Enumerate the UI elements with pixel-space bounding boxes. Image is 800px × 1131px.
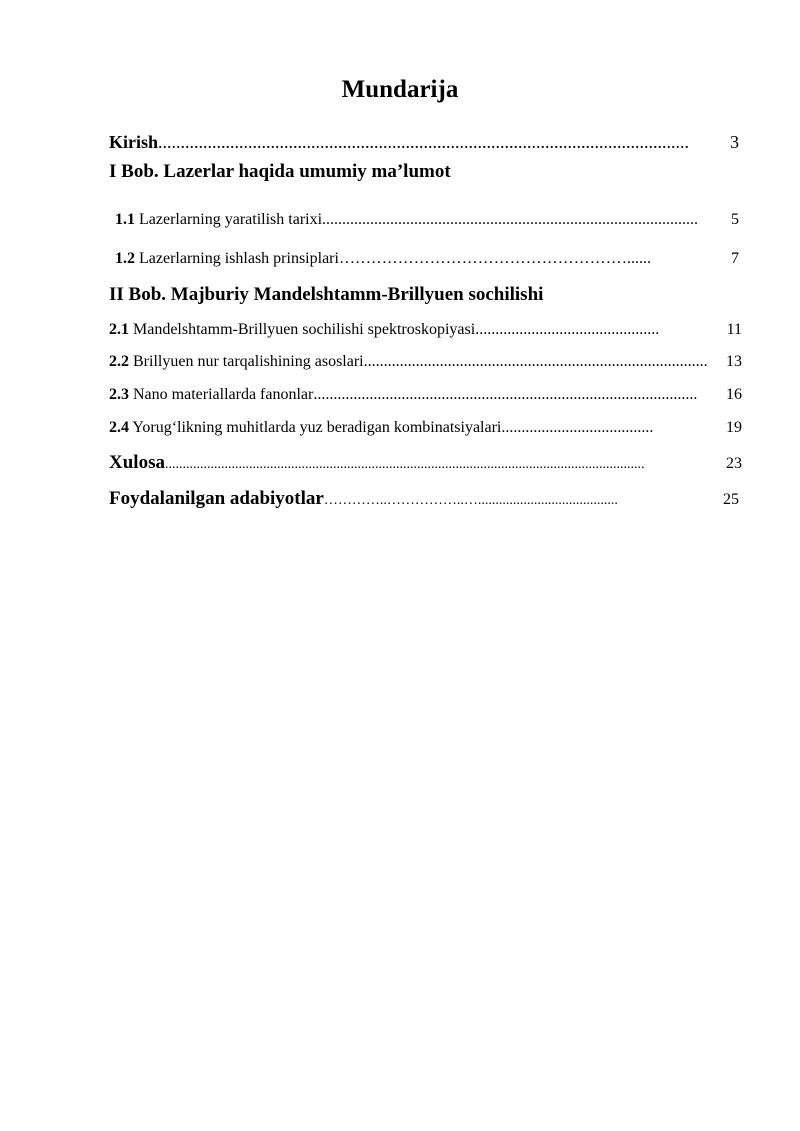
toc-entry-kirish[interactable] [109,132,739,153]
toc-leader-dots: ...................................... [501,419,654,436]
toc-label: Xulosa [109,452,165,473]
toc-entry-xulosa[interactable] [109,452,742,474]
toc-label [109,386,313,404]
toc-label [109,419,501,437]
section-text: Mandelshtamm-Brillyuen sochilishi spektroskopiyasi [133,321,476,338]
section-text: Brillyuen nur tarqalishining asoslari [133,353,364,370]
section-text: Lazerlarning ishlash prinsiplari [139,250,339,267]
toc-entry-2-2[interactable] [109,353,742,371]
chapter-number: I Bob. [109,161,159,182]
chapter-title: Lazerlar haqida umumiy ma’lumot [163,161,451,182]
toc-page-number: 16 [726,386,742,403]
section-number: 1.1 [115,211,135,228]
toc-label [115,211,322,229]
toc-chapter-2-heading[interactable] [109,284,543,306]
toc-leader-dots: ...................................................................................................................... [158,132,690,152]
toc-label [109,353,364,371]
toc-leader-dots: .............................................................................................. [322,211,699,228]
toc-leader-dots: ......................................................................................................................................... [164,457,645,472]
toc-entry-2-1[interactable] [109,321,742,339]
toc-page-number: 11 [726,321,742,338]
section-text: Lazerlarning yaratilish tarixi [139,211,323,228]
toc-page-number: 7 [731,250,739,267]
toc-leader-dots: ................................................................................................ [313,386,698,403]
toc-leader-dots: …………..……………..…........................................ [323,493,618,508]
toc-page-number: 3 [730,132,739,152]
toc-leader-dots: ...................................................................................... [363,353,708,370]
toc-page-number: 13 [726,353,742,370]
toc-page-number: 25 [723,491,739,508]
toc-page-number: 5 [731,211,739,228]
toc-entry-1-1[interactable] [115,211,739,229]
toc-chapter-1-heading[interactable] [109,161,451,183]
toc-leader-dots: ………………………………………………...... [338,250,651,267]
section-text: Nano materiallarda fanonlar [133,386,314,403]
toc-label [115,250,339,268]
section-number: 2.3 [109,386,129,403]
toc-entry-1-2[interactable] [115,250,739,268]
toc-label: Kirish [109,132,159,152]
chapter-title: Majburiy Mandelshtamm-Brillyuen sochilishi [170,284,544,305]
section-number: 2.2 [109,353,129,370]
toc-page-number: 23 [726,455,742,472]
section-text: Yorug‘likning muhitlarda yuz beradigan kombinatsiyalari [132,419,502,436]
toc-entry-adabiyotlar[interactable] [109,488,739,510]
toc-leader-dots: .............................................. [475,321,660,338]
section-number: 1.2 [115,250,135,267]
toc-entry-2-3[interactable] [109,386,742,404]
section-number: 2.1 [109,321,129,338]
toc-entry-2-4[interactable] [109,419,742,437]
section-number: 2.4 [109,419,129,436]
page-title: Mundarija [341,76,459,103]
toc-label [109,321,475,339]
toc-label: Foydalanilgan adabiyotlar [109,488,324,509]
chapter-separator: . [161,284,167,305]
chapter-number: II Bob [109,284,162,305]
toc-page-number: 19 [726,419,742,436]
